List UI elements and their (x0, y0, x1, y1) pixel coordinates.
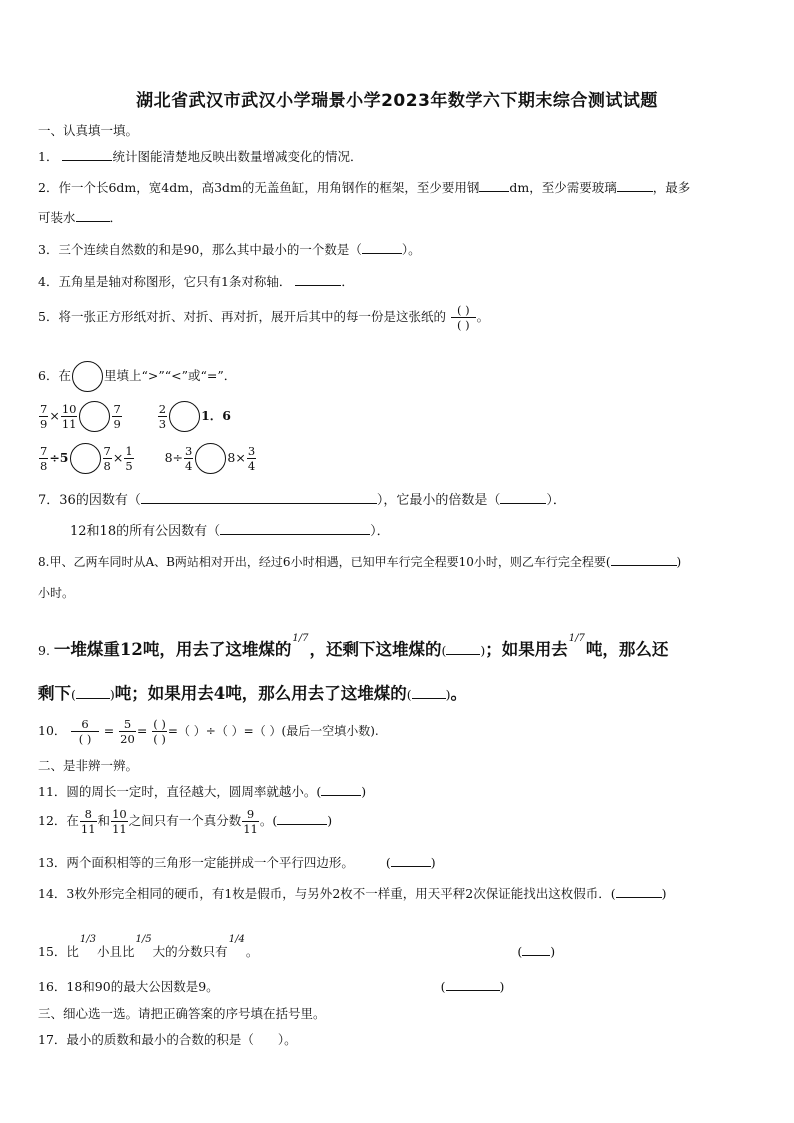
small-fraction: 1/7 (292, 633, 309, 644)
close-paren: ) (661, 886, 667, 901)
question-2-text-b: dm，至少需要玻璃 (509, 180, 617, 195)
answer-circle[interactable] (79, 401, 110, 432)
question-16-text: 16．18和90的最大公因数是9。 (38, 979, 219, 994)
fraction (112, 403, 121, 430)
question-5-end: 。 (476, 309, 490, 325)
answer-blank[interactable] (277, 812, 327, 825)
question-16 (38, 977, 504, 995)
fraction-denominator: 3 (158, 417, 167, 431)
fraction (61, 403, 78, 430)
question-12 (38, 808, 332, 835)
fraction-denominator: 11 (112, 822, 127, 837)
question-14-text: 14．3枚外形完全相同的硬币，有1枚是假币，与另外2枚不一样重，用天平秤2次保证能找出这枚假币．( (38, 886, 616, 901)
fraction-denominator: 9 (113, 417, 121, 431)
fraction (242, 808, 259, 835)
close-paren: ) (327, 813, 333, 829)
question-7-text-e: ）． (370, 524, 390, 539)
fraction (124, 445, 133, 472)
question-2-text-d: 可装水 (38, 210, 76, 225)
fraction-numerator: 7 (40, 443, 48, 458)
answer-blank[interactable] (76, 686, 110, 699)
question-11 (38, 782, 366, 800)
page-title: 湖北省武汉市武汉小学瑞景小学2023年数学六下期末综合测试试题 (136, 91, 658, 111)
fraction-numerator: 3 (247, 443, 256, 458)
question-11-text: 11．圆的周长一定时，直径越大，圆周率就越小。( (38, 784, 322, 799)
times-sign: × (49, 408, 60, 423)
fraction-numerator[interactable]: ( ) (153, 717, 166, 731)
question-10 (38, 718, 379, 745)
fraction (119, 718, 136, 745)
answer-blank[interactable] (141, 491, 377, 504)
small-fraction: 1/3 (79, 934, 97, 945)
equals-sign: = (103, 723, 115, 739)
question-5 (38, 304, 489, 331)
division-term: ÷5 (49, 450, 69, 465)
question-9-text-g: 吨；如果用去4吨，那么用去了这堆煤的 (114, 684, 407, 703)
question-7 (38, 489, 566, 508)
fraction-denominator: 4 (247, 459, 256, 473)
question-8 (38, 553, 681, 570)
fraction-numerator: 10 (112, 807, 127, 821)
question-12-text-d: 。( (259, 813, 278, 829)
close-paren: ) (430, 855, 436, 870)
question-7-text: 7．36的因数有（ (38, 493, 141, 508)
question-6-post: 里填上“>”“<”或“=”． (103, 368, 237, 383)
question-10-number: 10． (38, 723, 67, 739)
answer-blank[interactable] (446, 978, 500, 991)
fraction-denominator: 5 (145, 934, 152, 945)
answer-blank[interactable] (295, 273, 341, 286)
open-paren: ( (71, 687, 76, 702)
fraction (152, 718, 167, 745)
open-paren: ( (440, 979, 446, 994)
section-heading-2: 二、是非辨一辨。 (38, 758, 139, 773)
open-paren: ( (517, 944, 523, 959)
question-12-text-b: 和 (97, 813, 111, 829)
question-17 (38, 1030, 297, 1048)
fraction-numerator: 1 (228, 934, 236, 945)
fraction-denominator[interactable]: ( ) (78, 732, 92, 747)
question-9-text-f: 剩下 (38, 684, 71, 703)
question-15-text-c: 大的分数只有 (152, 944, 228, 959)
small-fraction: 1/7 (568, 633, 585, 644)
fraction-numerator: ( ) (456, 303, 470, 317)
fraction (103, 445, 112, 472)
answer-circle[interactable] (195, 443, 226, 474)
question-7-text-d: 12和18的所有公因数有（ (70, 524, 221, 539)
fraction (39, 445, 48, 472)
answer-blank[interactable] (321, 783, 361, 796)
close-paren: ) (480, 643, 486, 658)
answer-blank[interactable] (412, 686, 446, 699)
question-9 (38, 633, 669, 660)
question-6-pre: 6．在 (38, 368, 71, 383)
question-6 (38, 361, 236, 392)
answer-circle[interactable] (169, 401, 200, 432)
question-4-text: 4．五角星是轴对称图形，它只有1条对称轴． (38, 274, 292, 289)
answer-circle[interactable] (70, 443, 101, 474)
question-3-close: ）。 (401, 242, 421, 257)
fraction-numerator: 7 (40, 401, 48, 416)
fraction-denominator: 5 (125, 459, 133, 473)
fraction-numerator: 10 (61, 401, 77, 416)
question-6-row-2 (38, 443, 257, 474)
times-sign: × (112, 450, 124, 465)
fraction-numerator: 2 (158, 401, 167, 416)
answer-blank[interactable] (500, 491, 546, 504)
question-8-text: 8.甲、乙两车同时从A、B两站相对开出，经过6小时相遇，已知甲车行完全程要10小时，则乙车行完全程要( (38, 555, 611, 569)
question-7-text-c: ）． (546, 493, 566, 508)
fraction (39, 403, 48, 430)
small-fraction: 1/4 (228, 934, 245, 945)
fraction-numerator: 7 (103, 443, 111, 458)
open-paren: ( (441, 643, 447, 658)
fraction-numerator: 1 (125, 443, 133, 458)
question-13 (38, 853, 436, 871)
question-2-text-c: ，最多 (652, 180, 691, 195)
answer-blank[interactable] (391, 854, 431, 867)
question-3 (38, 240, 421, 258)
question-4 (38, 272, 354, 290)
small-fraction: 1/5 (135, 934, 152, 945)
question-9-text-d: ；如果用去 (485, 640, 568, 659)
answer-fraction[interactable] (451, 304, 476, 331)
fraction-denominator: 11 (243, 822, 258, 837)
open-paren: ( (385, 855, 391, 870)
fraction-denominator: 7 (302, 633, 309, 644)
fraction-denominator[interactable]: ( ) (153, 732, 166, 747)
multiplication-term: 8× (227, 450, 246, 465)
fraction-numerator: 8 (84, 807, 92, 821)
close-paren: ) (499, 979, 505, 994)
question-15-text-d: 。 (245, 944, 259, 959)
division-term: 8÷ (164, 450, 184, 465)
question-9-text-e: 吨，那么还 (585, 640, 669, 659)
question-1-text: 统计图能清楚地反映出数量增减变化的情况． (112, 149, 363, 164)
answer-blank[interactable] (616, 885, 662, 898)
answer-blank[interactable] (362, 241, 402, 254)
answer-circle[interactable] (72, 361, 103, 392)
fraction-denominator: 8 (103, 459, 111, 473)
answer-blank[interactable] (522, 943, 550, 956)
question-12-text: 12．在 (38, 813, 79, 829)
fraction-numerator: 1 (568, 633, 576, 644)
fraction-denominator: 7 (578, 633, 585, 644)
section-heading-3: 三、细心选一选。请把正确答案的序号填在括号里。 (38, 1006, 326, 1021)
fraction-denominator: ( ) (456, 318, 470, 333)
fraction (80, 808, 97, 835)
question-1 (38, 147, 362, 165)
fraction-denominator: 9 (40, 417, 48, 431)
close-paren: ）。 (277, 1032, 297, 1047)
question-7-text-b: ），它最小的倍数是（ (376, 493, 501, 508)
question-9-number: 9. (38, 643, 50, 658)
question-10-rest: =（ ）÷（ ）=（ ）(最后一空填小数). (167, 724, 379, 739)
question-15-text-b: 小且比 (97, 944, 135, 959)
open-paren: ( (406, 687, 412, 702)
fraction-numerator: 6 (81, 717, 89, 731)
question-15 (38, 934, 556, 960)
section-heading-1: 一、认真填一填。 (38, 123, 139, 138)
close-paren: ) (445, 687, 451, 702)
fraction (71, 718, 98, 745)
decimal-value: 1．6 (201, 408, 231, 423)
close-paren: ) (109, 687, 115, 702)
question-14 (38, 884, 667, 902)
question-1-number: 1． (38, 149, 59, 164)
fraction-numerator: 1 (79, 934, 87, 945)
question-17-text: 17．最小的质数和最小的合数的积是（ (38, 1032, 254, 1047)
question-9-line-2 (38, 680, 467, 704)
question-3-text: 3．三个连续自然数的和是90，那么其中最小的一个数是（ (38, 242, 362, 257)
answer-blank[interactable] (76, 209, 110, 222)
answer-blank[interactable] (62, 148, 112, 161)
question-2 (38, 178, 690, 196)
fraction-denominator: 4 (238, 934, 245, 945)
answer-blank[interactable] (611, 553, 677, 566)
fraction-denominator: 11 (61, 417, 77, 431)
fraction (158, 403, 167, 430)
question-6-row-1 (38, 401, 231, 432)
question-9-text: 一堆煤重12吨，用去了这堆煤的 (53, 640, 292, 659)
close-paren: ) (550, 944, 556, 959)
fraction-denominator: 20 (120, 732, 135, 747)
question-2-text: 2．作一个长6dm，宽4dm，高3dm的无盖鱼缸，用角钢作的框架，至少要用钢 (38, 180, 480, 195)
fraction (247, 445, 256, 472)
question-9-text-h: 。 (450, 684, 468, 703)
question-9-text-c: ，还剩下这堆煤的 (309, 640, 442, 659)
question-2-line-2 (38, 208, 122, 226)
fraction-denominator: 4 (185, 459, 193, 473)
question-15-text: 15．比 (38, 944, 79, 959)
answer-blank[interactable] (446, 642, 480, 655)
question-13-text: 13．两个面积相等的三角形一定能拼成一个平行四边形。 (38, 855, 354, 870)
fraction-denominator: 3 (89, 934, 97, 945)
answer-blank[interactable] (479, 179, 509, 192)
question-2-text-e: ． (109, 210, 123, 225)
close-paren: ) (361, 784, 367, 799)
question-8-close: ) (676, 555, 682, 569)
fraction-denominator: 11 (80, 822, 96, 837)
fraction-numerator: 5 (123, 717, 132, 731)
fraction-numerator: 3 (185, 443, 193, 458)
fraction-numerator: 1 (292, 633, 299, 644)
fraction-denominator: 8 (40, 459, 48, 473)
fraction-numerator: 9 (246, 807, 255, 821)
answer-blank[interactable] (220, 522, 370, 535)
fraction (111, 808, 128, 835)
fraction-numerator: 1 (135, 934, 142, 945)
question-4-end: ． (341, 274, 354, 289)
fraction (184, 445, 193, 472)
equals-sign: = (136, 723, 148, 739)
question-7-line-2 (70, 520, 390, 539)
fraction-numerator: 7 (113, 401, 121, 416)
answer-blank[interactable] (617, 179, 653, 192)
question-12-text-c: 之间只有一个真分数 (128, 813, 242, 829)
question-8-line-2: 小时。 (38, 586, 75, 600)
question-5-text: 5．将一张正方形纸对折、对折、再对折，展开后其中的每一份是这张纸的 (38, 309, 446, 325)
